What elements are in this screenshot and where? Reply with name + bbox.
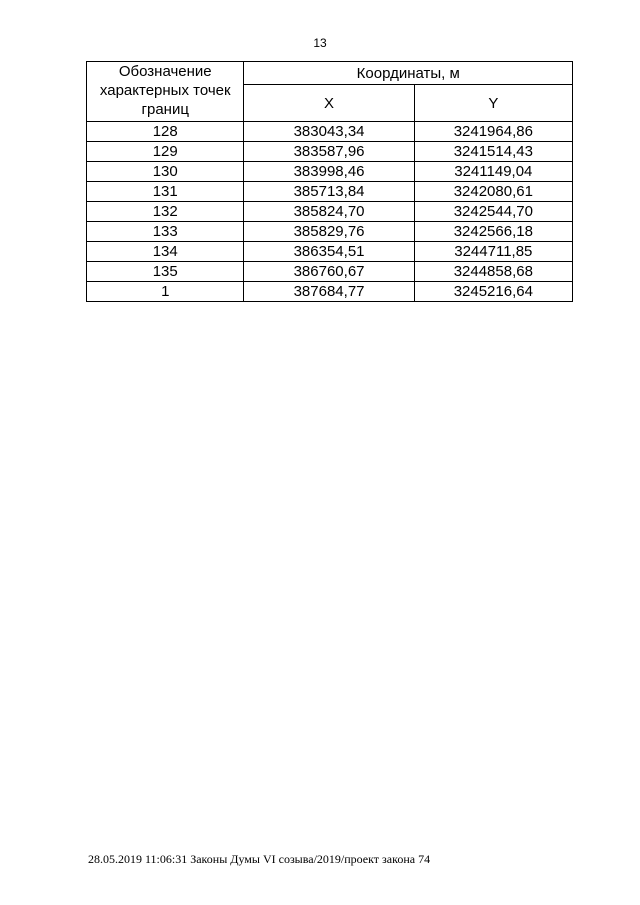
point-x: 385713,84 xyxy=(244,182,414,202)
table-row xyxy=(87,122,573,142)
point-y: 3242544,70 xyxy=(414,202,572,222)
point-y: 3244858,68 xyxy=(414,262,572,282)
table-row xyxy=(87,162,573,182)
point-y: 3244711,85 xyxy=(414,242,572,262)
point-x: 383043,34 xyxy=(244,122,414,142)
table-row xyxy=(87,262,573,282)
point-y: 3241514,43 xyxy=(414,142,572,162)
point-label: 1 xyxy=(87,282,244,302)
point-label: 134 xyxy=(87,242,244,262)
header-coordinates: Координаты, м xyxy=(244,62,573,85)
table-row xyxy=(87,202,573,222)
point-x: 386760,67 xyxy=(244,262,414,282)
point-y: 3241149,04 xyxy=(414,162,572,182)
table-row xyxy=(87,182,573,202)
table-row xyxy=(87,142,573,162)
page-number: 13 xyxy=(313,36,327,50)
table-row xyxy=(87,282,573,302)
header-x: X xyxy=(244,85,414,122)
table-row xyxy=(87,242,573,262)
document-footer: 28.05.2019 11:06:31 Законы Думы VI созыва/2019/проект закона 74 xyxy=(88,852,431,866)
point-label: 132 xyxy=(87,202,244,222)
header-point-label: Обозначение характерных точек границ xyxy=(87,62,244,122)
point-x: 383998,46 xyxy=(244,162,414,182)
point-label: 135 xyxy=(87,262,244,282)
header-y: Y xyxy=(414,85,572,122)
point-label: 128 xyxy=(87,122,244,142)
point-x: 387684,77 xyxy=(244,282,414,302)
point-x: 385829,76 xyxy=(244,222,414,242)
point-y: 3242080,61 xyxy=(414,182,572,202)
point-label: 129 xyxy=(87,142,244,162)
point-x: 383587,96 xyxy=(244,142,414,162)
point-label: 131 xyxy=(87,182,244,202)
point-y: 3241964,86 xyxy=(414,122,572,142)
point-x: 386354,51 xyxy=(244,242,414,262)
point-y: 3242566,18 xyxy=(414,222,572,242)
coordinates-table xyxy=(86,61,573,302)
point-label: 130 xyxy=(87,162,244,182)
point-y: 3245216,64 xyxy=(414,282,572,302)
table-row xyxy=(87,222,573,242)
point-x: 385824,70 xyxy=(244,202,414,222)
point-label: 133 xyxy=(87,222,244,242)
